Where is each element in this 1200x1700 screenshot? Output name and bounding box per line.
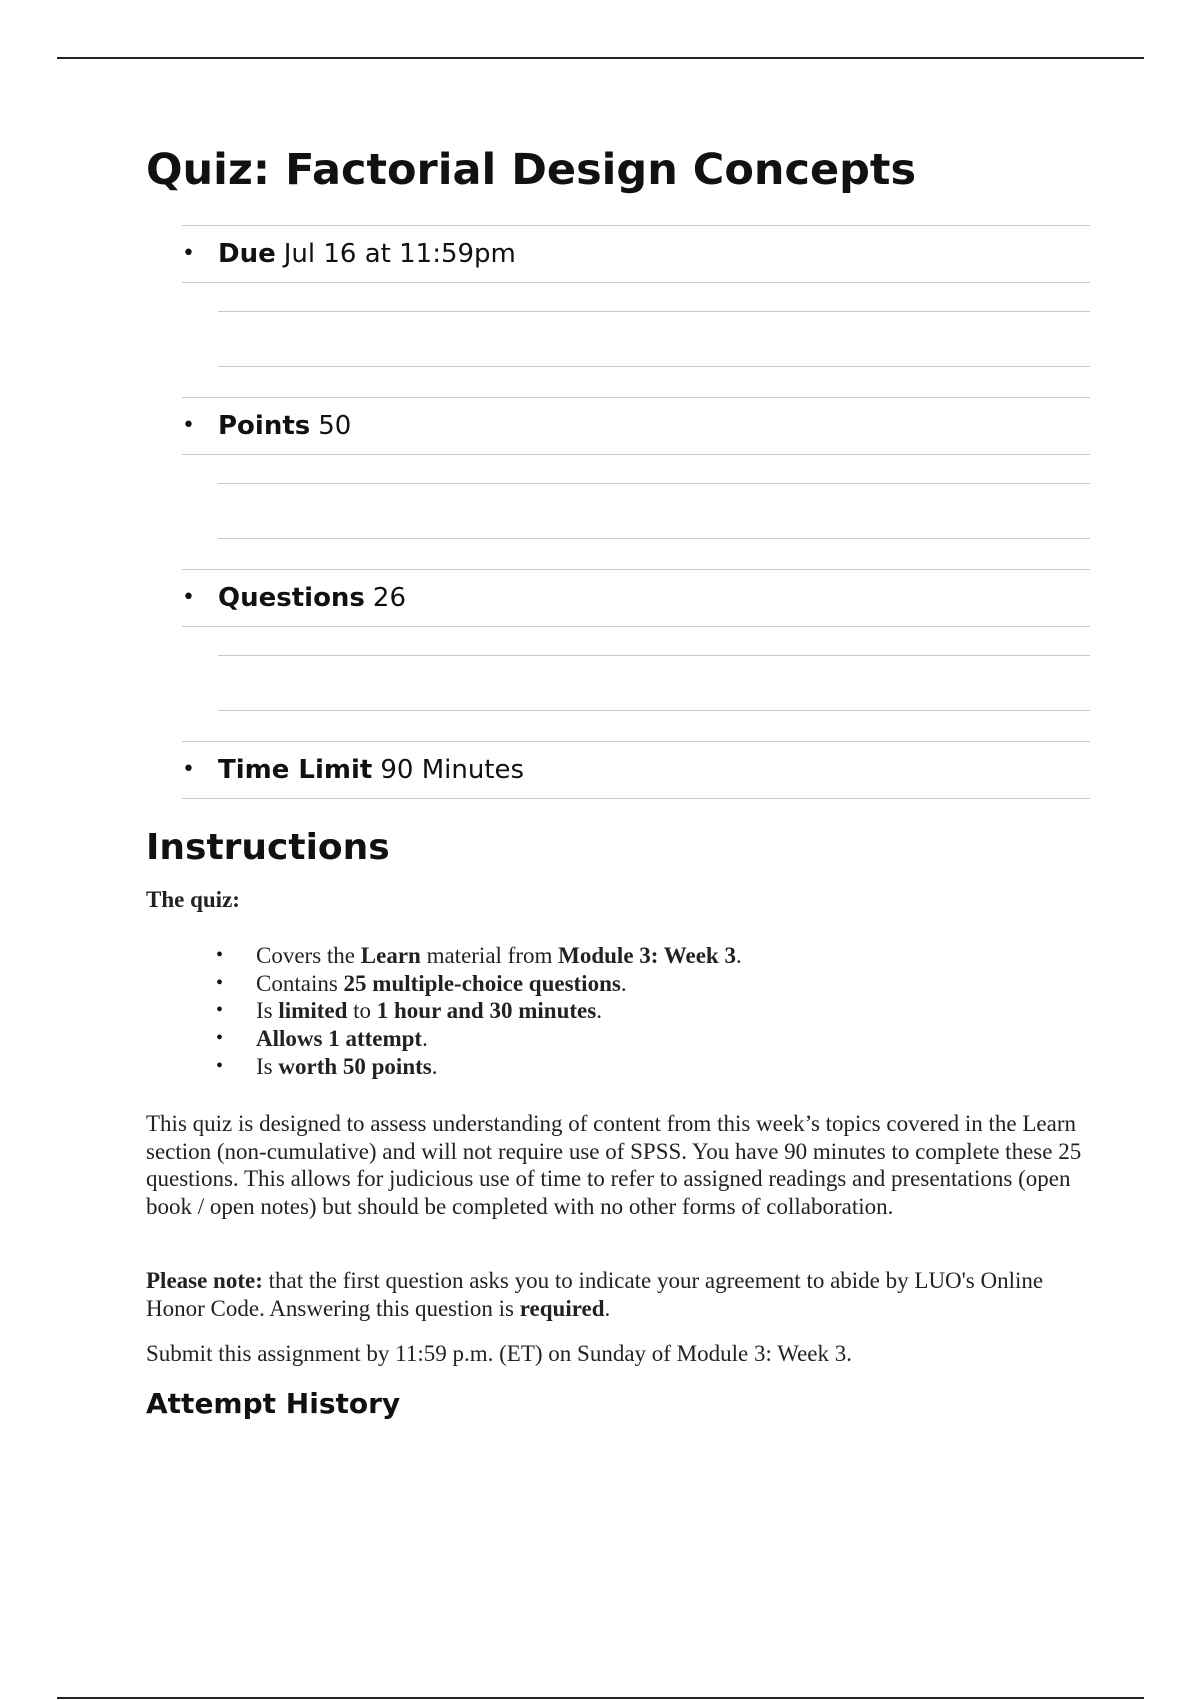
divider	[182, 454, 1090, 455]
detail-label: Questions	[218, 582, 365, 613]
bullet: •	[216, 944, 224, 966]
list-item: • Contains 25 multiple-choice questions.	[216, 970, 627, 996]
bullet: •	[182, 413, 195, 438]
list-item: • Allows 1 attempt.	[216, 1026, 428, 1052]
divider	[182, 798, 1090, 799]
submit-deadline: Submit this assignment by 11:59 p.m. (ET) on Sunday of Module 3: Week 3.	[146, 1341, 852, 1366]
divider	[182, 225, 1090, 226]
divider	[218, 655, 1090, 656]
detail-due	[182, 225, 1090, 397]
page-bottom-rule	[57, 1697, 1144, 1699]
honor-code-note: Please note: that the first question asks you to indicate your agreement to abide by LUO's Online Honor Code. Answering this question is required.	[146, 1268, 1044, 1321]
note-label: Please note:	[146, 1268, 263, 1293]
divider	[182, 397, 1090, 398]
bullet: •	[182, 241, 195, 266]
detail-questions	[182, 569, 1090, 741]
quiz-details	[182, 225, 1090, 798]
detail-label: Time Limit	[218, 754, 373, 785]
divider	[182, 741, 1090, 742]
quiz-description: This quiz is designed to assess understanding of content from this week’s topics covered in the Learn section (non-cumulative) and will not require use of SPSS. You have 90 minutes to complete these 25 questions. This allows for judicious use of time to refer to assigned readings and presentations (open book / open notes) but should be completed with no other forms of collaboration.	[146, 1111, 1082, 1220]
detail-row	[182, 227, 1090, 280]
divider	[218, 311, 1090, 312]
detail-row	[182, 571, 1090, 624]
bullet: •	[216, 1027, 224, 1050]
bullet: •	[182, 757, 195, 782]
detail-label: Due	[218, 238, 276, 269]
detail-label: Points	[218, 410, 311, 441]
list-item: • Is limited to 1 hour and 30 minutes.	[216, 998, 602, 1024]
page-top-rule	[57, 57, 1144, 59]
divider	[218, 538, 1090, 539]
quiz-rules-list	[216, 942, 742, 1081]
instructions-heading: Instructions	[146, 827, 390, 868]
attempt-history-heading: Attempt History	[146, 1387, 401, 1420]
bullet: •	[182, 585, 195, 610]
required-emphasis: required	[519, 1295, 605, 1321]
bullet: •	[216, 971, 224, 994]
detail-row	[182, 743, 1090, 796]
detail-time-limit	[182, 741, 1090, 798]
divider	[182, 569, 1090, 570]
divider	[218, 710, 1090, 711]
bullet: •	[216, 999, 224, 1022]
bullet: •	[216, 1054, 224, 1077]
quiz-intro: The quiz:	[146, 887, 240, 912]
divider	[218, 483, 1090, 484]
detail-points	[182, 397, 1090, 569]
divider	[218, 366, 1090, 367]
list-item: • Covers the Learn material from Module 3: Week 3.	[216, 943, 742, 968]
detail-value: 90 Minutes	[380, 754, 525, 785]
detail-value: 26	[372, 582, 407, 613]
divider	[182, 282, 1090, 283]
page-title: Quiz: Factorial Design Concepts	[146, 145, 917, 195]
detail-value: 50	[318, 410, 352, 441]
divider	[182, 626, 1090, 627]
detail-row	[182, 399, 1090, 452]
list-item: • Is worth 50 points.	[216, 1053, 438, 1079]
detail-value: Jul 16 at 11:59pm	[283, 238, 516, 269]
